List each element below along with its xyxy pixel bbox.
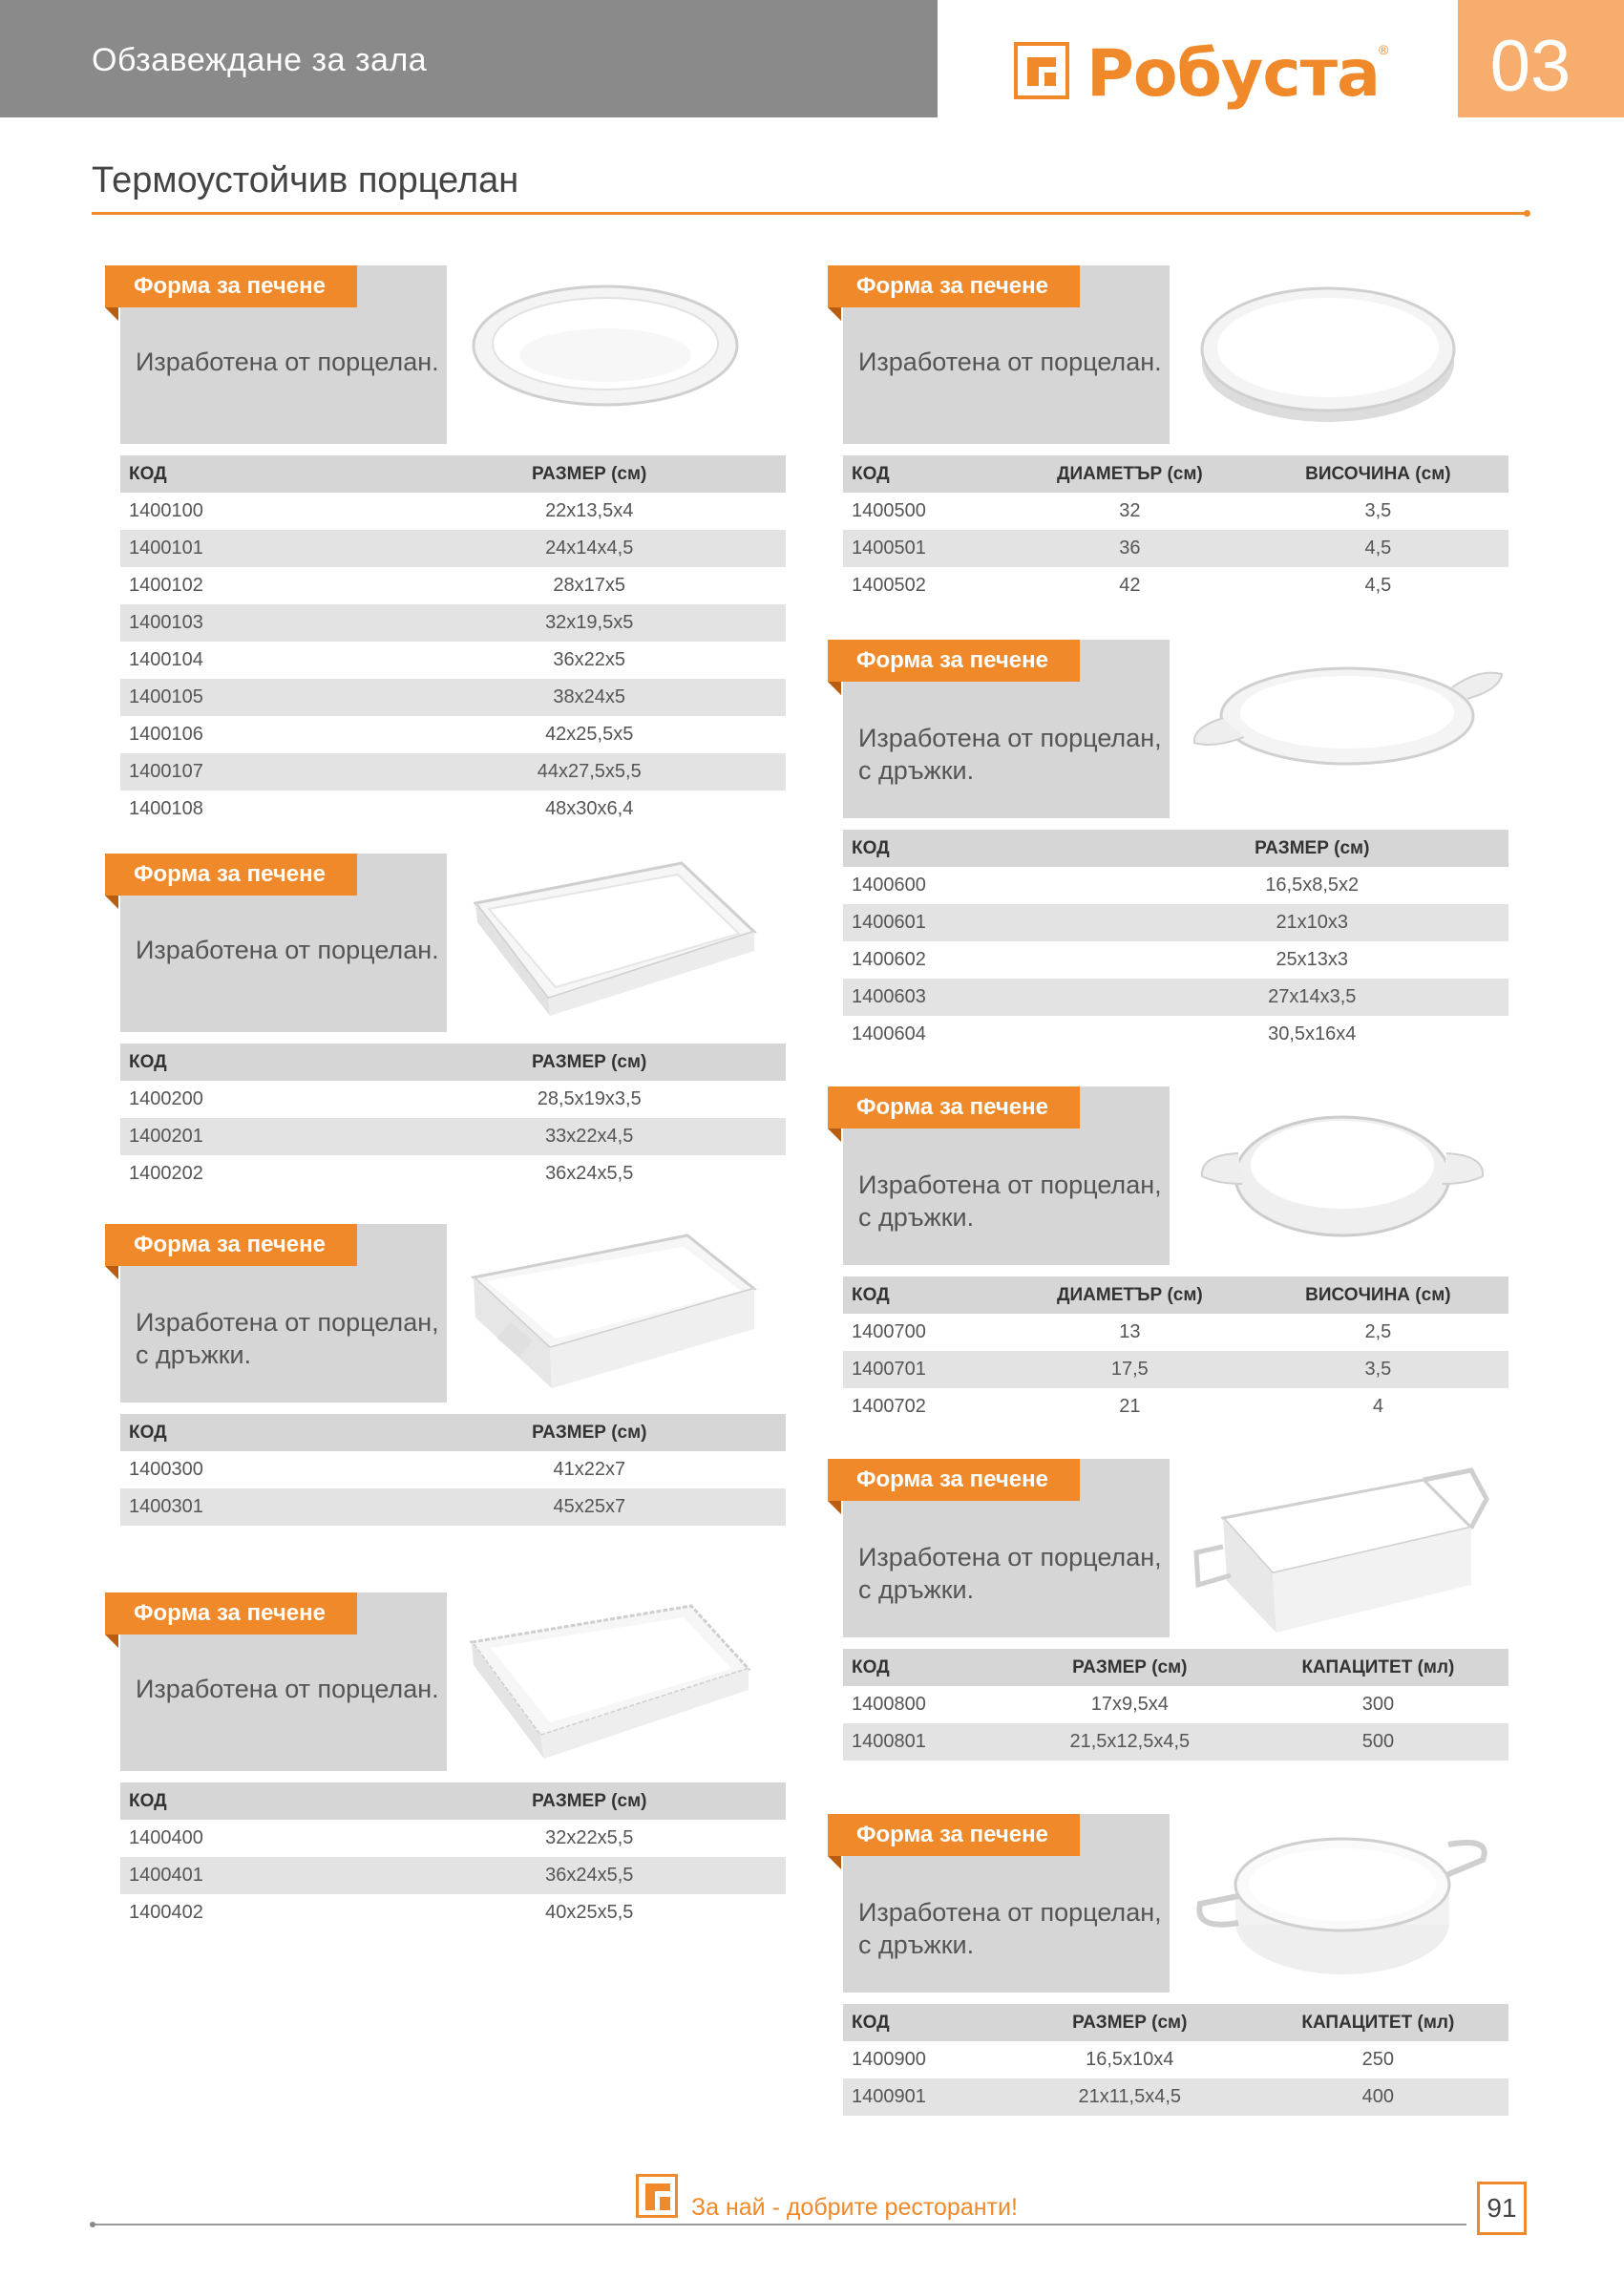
spec-value: 4,5: [1364, 575, 1392, 596]
spec-value: 21x11,5x4,5: [1012, 2078, 1248, 2116]
spec-value: 32: [1119, 500, 1141, 521]
column-header: РАЗМЕР (см): [392, 1044, 786, 1081]
spec-table: [120, 1044, 786, 1192]
spec-value: 41x22x7: [553, 1459, 626, 1480]
product-code: 1400600: [852, 875, 926, 896]
table-row: [120, 1451, 786, 1488]
table-row: [120, 1820, 786, 1857]
spec-value: 300: [1361, 1694, 1395, 1715]
product-description: [136, 1673, 441, 1705]
product-code: 1400300: [129, 1459, 203, 1480]
description-line: с дръжки.: [858, 1575, 975, 1604]
footer-slogan: За най - добрите ресторанти!: [691, 2194, 1018, 2221]
table-row: [120, 642, 786, 679]
spec-value: 25x13x3: [1276, 949, 1349, 970]
product-tag: Форма за печене: [828, 265, 1080, 307]
column-header: ДИАМЕТЪР (см): [1012, 1276, 1248, 1314]
table-header-row: [843, 2004, 1508, 2041]
product-code: 1400700: [852, 1321, 926, 1342]
table-header-row: [843, 830, 1508, 867]
brand-name: Робуста: [1086, 36, 1380, 112]
table-row: [843, 904, 1508, 941]
table-header-row: [120, 1414, 786, 1451]
spec-value: 21: [1119, 1396, 1141, 1417]
spec-value: 42x25,5x5: [545, 724, 634, 745]
product-description: [858, 1541, 1164, 1606]
product-code: 1400107: [120, 753, 392, 791]
column-header: КОД: [843, 1649, 1012, 1686]
registered-mark: ®: [1379, 42, 1389, 57]
spec-value: 32x22x5,5: [545, 1827, 634, 1848]
rule-dot: [1524, 210, 1530, 217]
product-code: 1400301: [120, 1488, 393, 1526]
spec-value: 40x25x5,5: [545, 1902, 634, 1923]
spec-table: [843, 2004, 1508, 2116]
description-line: Изработена от порцелан,: [136, 1308, 439, 1337]
spec-value: 38x24x5: [392, 679, 786, 716]
table-header-row: [843, 1649, 1508, 1686]
product-code: 1400104: [129, 649, 203, 670]
tag-fold: [828, 1856, 841, 1869]
column-header: РАЗМЕР (см): [1116, 830, 1509, 867]
spec-table: [843, 1649, 1508, 1761]
product-tag: Форма за печене: [105, 265, 357, 307]
description-line: Изработена от порцелан,: [858, 1171, 1162, 1199]
product-code: 1400402: [129, 1902, 203, 1923]
oval-deep-dish-handles-icon: [1185, 1816, 1500, 2002]
spec-value: 250: [1361, 2049, 1394, 2070]
table-row: [843, 567, 1508, 604]
table-row: [843, 1686, 1508, 1723]
table-row: [120, 1118, 786, 1155]
column-header: РАЗМЕР (см): [393, 1414, 786, 1451]
spec-value: 36: [1012, 530, 1248, 567]
product-code: 1400106: [129, 724, 203, 745]
table-row: [120, 1894, 786, 1931]
product-code: 1400102: [129, 575, 203, 596]
product-code: 1400601: [843, 904, 1116, 941]
spec-value: 3,5: [1248, 1351, 1508, 1388]
column-header: КОД: [120, 1414, 393, 1451]
brand-logo-icon: [1014, 42, 1069, 99]
product-description: [136, 346, 441, 378]
table-header-row: [843, 1276, 1508, 1314]
description-line: Изработена от порцелан,: [858, 1898, 1162, 1927]
spec-value: 21,5x12,5x4,5: [1012, 1723, 1248, 1761]
product-tag: Форма за печене: [105, 1224, 357, 1266]
spec-value: 44x27,5x5,5: [392, 753, 786, 791]
spec-value: 400: [1248, 2078, 1508, 2116]
table-row: [120, 1155, 786, 1192]
table-row: [120, 1081, 786, 1118]
product-tag: Форма за печене: [828, 1814, 1080, 1856]
round-dish-icon: [1185, 267, 1471, 434]
oval-dish-icon: [462, 267, 749, 425]
spec-value: 28x17x5: [553, 575, 626, 596]
footer-rule: [92, 2224, 1466, 2225]
product-code: 1400801: [843, 1723, 1012, 1761]
product-tag: Форма за печене: [105, 854, 357, 896]
product-tag: Форма за печене: [105, 1592, 357, 1635]
table-row: [120, 791, 786, 828]
table-row: [120, 493, 786, 530]
description-line: Изработена от порцелан.: [858, 348, 1162, 376]
description-line: Изработена от порцелан,: [858, 724, 1162, 752]
table-row: [843, 493, 1508, 530]
product-code: 1400401: [120, 1857, 393, 1894]
product-code: 1400800: [852, 1694, 926, 1715]
rect-dish-fluted-icon: [462, 1594, 768, 1781]
spec-value: 4: [1372, 1396, 1383, 1417]
table-row: [843, 941, 1508, 979]
spec-value: 33x22x4,5: [392, 1118, 786, 1155]
spec-table: [843, 455, 1508, 604]
spec-value: 36x24x5,5: [393, 1857, 786, 1894]
section-title: Обзавеждане за зала: [92, 42, 428, 78]
spec-value: 17x9,5x4: [1090, 1694, 1169, 1715]
spec-value: 17,5: [1012, 1351, 1248, 1388]
spec-value: 48x30x6,4: [545, 798, 634, 819]
tag-fold: [828, 682, 841, 695]
tag-fold: [105, 896, 118, 909]
spec-value: 2,5: [1364, 1321, 1392, 1342]
spec-table: [120, 455, 786, 828]
column-header: КОД: [843, 830, 1116, 867]
column-header: РАЗМЕР (см): [1012, 1649, 1248, 1686]
product-description: [858, 722, 1164, 787]
table-row: [843, 1016, 1508, 1053]
spec-value: 16,5x8,5x2: [1265, 875, 1360, 896]
product-tag: Форма за печене: [828, 1086, 1080, 1128]
spec-value: 22x13,5x4: [545, 500, 634, 521]
product-description: [136, 1306, 441, 1371]
product-tag: Форма за печене: [828, 1459, 1080, 1501]
tag-fold: [828, 307, 841, 321]
description-line: с дръжки.: [858, 756, 975, 785]
product-code: 1400602: [852, 949, 926, 970]
table-row: [843, 2078, 1508, 2116]
page-title: Термоустойчив порцелан: [92, 160, 519, 200]
page-number: 91: [1477, 2182, 1527, 2235]
rect-dish-handles-icon: [462, 1226, 768, 1412]
product-code: 1400103: [120, 604, 392, 642]
description-line: с дръжки.: [136, 1340, 252, 1369]
tag-fold: [828, 1501, 841, 1514]
spec-value: 30,5x16x4: [1268, 1023, 1357, 1044]
spec-value: 27x14x3,5: [1116, 979, 1509, 1016]
column-header: КОД: [120, 1782, 393, 1820]
product-code: 1400500: [852, 500, 926, 521]
spec-value: 13: [1119, 1321, 1141, 1342]
tag-fold: [105, 1266, 118, 1279]
spec-value: 45x25x7: [393, 1488, 786, 1526]
product-code: 1400603: [843, 979, 1116, 1016]
table-row: [843, 1723, 1508, 1761]
product-description: [858, 346, 1164, 378]
product-description: [858, 1169, 1164, 1234]
spec-table: [120, 1782, 786, 1931]
table-header-row: [120, 455, 786, 493]
product-code: 1400502: [852, 575, 926, 596]
table-row: [843, 1314, 1508, 1351]
column-header: РАЗМЕР (см): [1012, 2004, 1248, 2041]
spec-value: 21x10x3: [1116, 904, 1509, 941]
spec-value: 42: [1119, 575, 1141, 596]
column-header: ВИСОЧИНА (см): [1248, 1276, 1508, 1314]
spec-value: 24x14x4,5: [392, 530, 786, 567]
product-code: 1400101: [120, 530, 392, 567]
table-row: [120, 530, 786, 567]
chapter-number: 03: [1458, 0, 1624, 117]
column-header: ДИАМЕТЪР (см): [1012, 455, 1248, 493]
table-header-row: [120, 1044, 786, 1081]
table-row: [120, 753, 786, 791]
column-header: КОД: [120, 455, 392, 493]
column-header: КОД: [120, 1044, 392, 1081]
column-header: КАПАЦИТЕТ (мл): [1248, 2004, 1508, 2041]
product-code: 1400400: [129, 1827, 203, 1848]
description-line: с дръжки.: [858, 1203, 975, 1232]
product-code: 1400201: [120, 1118, 392, 1155]
product-code: 1400702: [852, 1396, 926, 1417]
table-row: [120, 1488, 786, 1526]
tag-fold: [828, 1128, 841, 1142]
spec-value: 4,5: [1248, 530, 1508, 567]
product-code: 1400501: [843, 530, 1012, 567]
product-code: 1400202: [129, 1163, 203, 1184]
column-header: КОД: [843, 455, 1012, 493]
spec-table: [843, 1276, 1508, 1425]
table-header-row: [843, 455, 1508, 493]
spec-value: 500: [1248, 1723, 1508, 1761]
product-description: [858, 1896, 1164, 1961]
round-dish-ears-icon: [1185, 1088, 1500, 1255]
footer-dot: [90, 2222, 95, 2227]
table-row: [843, 979, 1508, 1016]
product-code: 1400701: [843, 1351, 1012, 1388]
footer-logo-icon: [636, 2174, 678, 2218]
column-header: КОД: [843, 2004, 1012, 2041]
table-row: [120, 716, 786, 753]
tag-fold: [105, 1635, 118, 1648]
product-code: 1400100: [129, 500, 203, 521]
spec-table: [120, 1414, 786, 1526]
spec-value: 16,5x10x4: [1086, 2049, 1174, 2070]
spec-value: 36x22x5: [553, 649, 626, 670]
product-code: 1400604: [852, 1023, 926, 1044]
product-code: 1400108: [129, 798, 203, 819]
description-line: с дръжки.: [858, 1930, 975, 1959]
product-code: 1400105: [120, 679, 392, 716]
description-line: Изработена от порцелан.: [136, 1675, 439, 1703]
product-code: 1400901: [843, 2078, 1012, 2116]
table-row: [843, 530, 1508, 567]
title-rule: [92, 212, 1528, 215]
table-row: [120, 679, 786, 716]
table-row: [843, 1388, 1508, 1425]
tag-fold: [105, 307, 118, 321]
product-code: 1400200: [129, 1088, 203, 1109]
spec-value: 32x19,5x5: [392, 604, 786, 642]
product-code: 1400900: [852, 2049, 926, 2070]
rect-deep-dish-handles-icon: [1185, 1461, 1500, 1656]
product-description: [136, 934, 441, 966]
table-row: [120, 604, 786, 642]
column-header: ВИСОЧИНА (см): [1248, 455, 1508, 493]
rect-dish-icon: [462, 855, 768, 1042]
spec-value: 36x24x5,5: [545, 1163, 634, 1184]
table-header-row: [120, 1782, 786, 1820]
table-row: [843, 1351, 1508, 1388]
column-header: РАЗМЕР (см): [392, 455, 786, 493]
table-row: [843, 2041, 1508, 2078]
column-header: КАПАЦИТЕТ (мл): [1248, 1649, 1508, 1686]
description-line: Изработена от порцелан.: [136, 348, 439, 376]
description-line: Изработена от порцелан.: [136, 936, 439, 964]
spec-table: [843, 830, 1508, 1053]
table-row: [843, 867, 1508, 904]
product-tag: Форма за печене: [828, 640, 1080, 682]
oval-dish-ears-icon: [1185, 642, 1509, 790]
table-row: [120, 1857, 786, 1894]
spec-value: 3,5: [1364, 500, 1392, 521]
table-row: [120, 567, 786, 604]
column-header: РАЗМЕР (см): [393, 1782, 786, 1820]
column-header: КОД: [843, 1276, 1012, 1314]
description-line: Изработена от порцелан,: [858, 1543, 1162, 1571]
spec-value: 28,5x19x3,5: [537, 1088, 642, 1109]
